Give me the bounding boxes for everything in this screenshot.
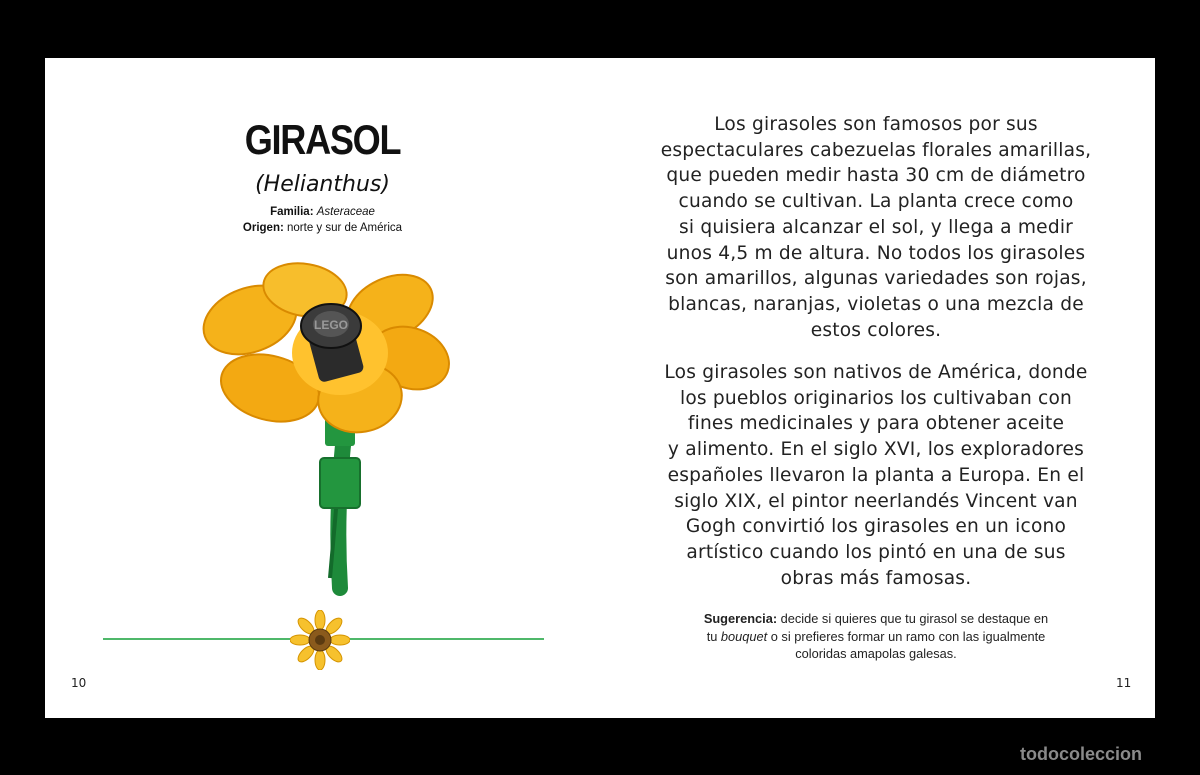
tip-line bbox=[650, 628, 1102, 646]
tip-text: tu bbox=[706, 628, 721, 644]
origin-label: Origen: bbox=[242, 222, 284, 234]
paragraph-intro bbox=[650, 112, 1102, 343]
page-number-left: 10 bbox=[71, 676, 87, 690]
tip-line: coloridas amapolas galesas. bbox=[795, 646, 957, 661]
text-line: son amarillos, algunas variedades son rojas, bbox=[665, 268, 1087, 290]
family-line bbox=[165, 206, 480, 218]
family-label: Familia: bbox=[270, 206, 314, 218]
text-line: y alimento. En el siglo XVI, los exploradores bbox=[667, 439, 1085, 461]
tip-label: Sugerencia: bbox=[703, 611, 778, 626]
tip-box bbox=[650, 610, 1102, 663]
text-line: blancas, naranjas, violetas o una mezcla de bbox=[668, 293, 1084, 315]
origin-line bbox=[165, 222, 480, 234]
text-line: los pueblos originarios los cultivaban con bbox=[679, 387, 1073, 409]
tip-italic: bouquet bbox=[720, 628, 768, 644]
tip-text: o si prefieres formar un ramo con las igualmente bbox=[767, 628, 1046, 644]
text-line: unos 4,5 m de altura. No todos los girasoles bbox=[666, 242, 1086, 264]
text-line: Gogh convirtió los girasoles en un icono bbox=[685, 516, 1067, 538]
divider-left bbox=[103, 638, 293, 640]
text-line: cuando se cultivan. La planta crece como bbox=[678, 191, 1074, 213]
tip-text: decide si quieres que tu girasol se destaque en bbox=[780, 611, 1049, 626]
watermark: todocoleccion bbox=[1020, 744, 1143, 764]
text-line: Los girasoles son nativos de América, donde bbox=[664, 362, 1088, 383]
text-line: siglo XIX, el pintor neerlandés Vincent van bbox=[674, 490, 1078, 512]
text-line: que pueden medir hasta 30 cm de diámetro bbox=[666, 165, 1086, 187]
text-line: fines medicinales y para obtener aceite bbox=[687, 413, 1065, 435]
scientific-name: (Helianthus) bbox=[255, 172, 390, 197]
divider-right bbox=[350, 638, 544, 640]
paragraph-history bbox=[650, 360, 1102, 591]
lego-sunflower-image bbox=[195, 258, 465, 598]
origin-value: norte y sur de América bbox=[287, 222, 403, 234]
text-line: Los girasoles son famosos por sus bbox=[714, 114, 1038, 135]
book-spread bbox=[45, 58, 1155, 718]
text-line: estos colores. bbox=[810, 319, 942, 341]
page-title: GIRASOL bbox=[244, 116, 401, 163]
text-line: españoles llevaron la planta a Europa. En el bbox=[667, 464, 1085, 486]
tip-line bbox=[650, 610, 1102, 628]
sunflower-icon bbox=[290, 610, 350, 670]
text-line: artístico cuando los pintó en una de sus bbox=[686, 541, 1066, 563]
text-line: espectaculares cabezuelas florales amarillas, bbox=[660, 139, 1092, 161]
svg-text:LEGO: LEGO bbox=[313, 318, 349, 332]
text-line: si quisiera alcanzar el sol, y llega a medir bbox=[678, 216, 1074, 238]
page-number-right: 11 bbox=[1116, 676, 1132, 690]
family-value: Asteraceae bbox=[316, 206, 375, 218]
text-line: obras más famosas. bbox=[780, 567, 972, 589]
